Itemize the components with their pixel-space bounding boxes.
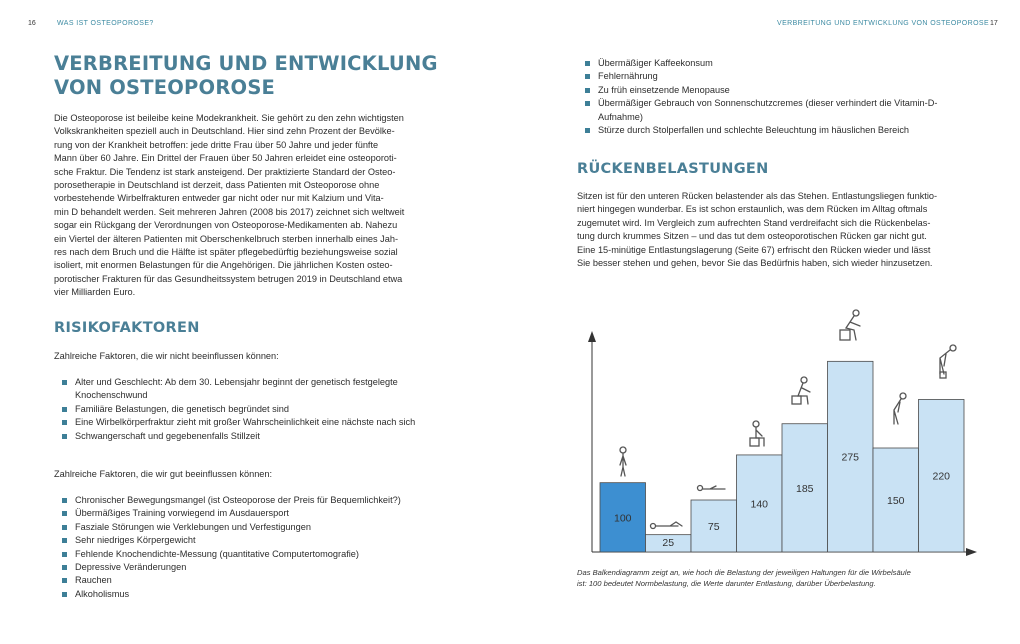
intro-line: res nach dem Bruch und die Hälfte ist später pflegebedürftig beziehungsweise sozial — [54, 247, 398, 258]
bar-value-label: 140 — [750, 498, 769, 511]
intro-line: porosetherapie in Deutschland ist derzeit, dass Patienten mit Osteoporose ohne — [54, 180, 380, 191]
section-title-rueckenbelastungen: RÜCKENBELASTUNGEN — [577, 161, 769, 177]
back-strain-bar-chart — [560, 300, 990, 565]
paragraph-line: Eine 15-minütige Entlastungslagerung (Seite 67) erfrischt den Rücken wieder und lässt — [577, 244, 931, 255]
list-item: Übermäßiger Gebrauch von Sonnenschutzcremes (dieser verhindert die Vitamin-D-Aufnahme) — [578, 97, 978, 124]
bar-value-label: 220 — [932, 470, 951, 483]
list-item: Rauchen — [55, 574, 475, 587]
list-item: Chronischer Bewegungsmangel (ist Osteoporose der Preis für Bequemlichkeit?) — [55, 494, 475, 507]
list-item: Übermäßiger Kaffeekonsum — [578, 57, 978, 70]
bar-value-label: 150 — [886, 495, 905, 507]
side-lying-figure-icon — [698, 486, 726, 491]
intro-line: ein Viertel der älteren Patienten mit Oberschenkelbruch sterben innerhalb eines Jah- — [54, 233, 399, 244]
y-axis-arrow-icon — [588, 331, 596, 342]
bar-value-label: 275 — [841, 451, 860, 464]
lying-figure-icon — [651, 522, 683, 529]
modifiable-intro: Zahlreiche Faktoren, die wir gut beeinflussen können: — [54, 469, 273, 479]
list-item: Fehlende Knochendichte-Messung (quantitative Computertomografie) — [55, 548, 475, 561]
continued-risk-list — [578, 57, 978, 137]
intro-line: isoliert, mit enormen Belastungen für die Angehörigen. Die jährlichen Kosten osteo- — [54, 260, 393, 271]
paragraph-line: Sie besser stehen und gehen, bevor Sie das Bedürfnis haben, sich wieder hinzusetzen. — [577, 258, 933, 269]
standing-figure-icon — [620, 447, 626, 476]
caption-line: ist: 100 bedeutet Normbelastung, die Werte darunter Entlastung, darüber Überbelastung. — [577, 579, 876, 588]
list-item: Übermäßiges Training vorwiegend im Ausdauersport — [55, 507, 475, 520]
paragraph-line: Sitzen ist für den unteren Rücken belastender als das Stehen. Entlastungsliegen funktio- — [577, 191, 938, 201]
list-item: Familiäre Belastungen, die genetisch begründet sind — [55, 403, 455, 416]
intro-line: Volkskrankheiten speziell auch in Deutschland. Hier sind zehn Prozent der Bevölke- — [54, 126, 395, 137]
paragraph-line: zugemutet wird. Im Vergleich zum aufrechten Stand verdreifacht sich die Rückenbelas- — [577, 217, 931, 228]
right-running-head: VERBREITUNG UND ENTWICKLUNG VON OSTEOPOROSE — [777, 20, 990, 27]
intro-line: min D behandelt werden. Seit mehreren Jahren (2008 bis 2017) zeichnet sich weltweit — [54, 206, 405, 217]
sitting-bent-figure-icon — [840, 310, 860, 340]
intro-line: Mann über 60 Jahre. Ein Drittel der Frauen über 50 Jahren erleidet eine osteoporoti- — [54, 153, 397, 164]
bar-value-label: 100 — [613, 512, 632, 525]
x-axis-arrow-icon — [966, 548, 977, 556]
nonmodifiable-list — [55, 376, 455, 443]
lifting-figure-icon — [940, 345, 956, 378]
sitting-slouched-figure-icon — [792, 377, 810, 404]
intro-line: sogar ein Rückgang der Verordnungen von Osteoporose-Medikamenten ab. Nahezu — [54, 220, 398, 231]
caption-line: Das Balkendiagramm zeigt an, wie hoch die Belastung der jeweiligen Haltungen für die Wirbelsäule — [577, 568, 911, 577]
page-title-line-1: VERBREITUNG UND ENTWICKLUNG — [54, 52, 438, 75]
list-item: Sehr niedriges Körpergewicht — [55, 534, 475, 547]
list-item: Schwangerschaft und gegebenenfalls Stillzeit — [55, 430, 455, 443]
intro-line: porotischer Frakturen für das Gesundheitssystem betrugen 2019 in Deutschland etwa — [54, 273, 403, 284]
bar-value-label: 185 — [795, 482, 814, 495]
bar-value-label: 25 — [662, 537, 675, 549]
intro-line: vier Milliarden Euro. — [54, 287, 136, 298]
intro-line: sche Fraktur. Die Tendenz ist stark ansteigend. Der praktizierte Standard der Osteo- — [54, 166, 396, 177]
nonmodifiable-intro: Zahlreiche Faktoren, die wir nicht beeinflussen können: — [54, 351, 279, 361]
paragraph-line: niert hingegen wunderbar. Es ist schon erstaunlich, was dem Rücken im Alltag oftmals — [577, 204, 928, 215]
standing-bent-figure-icon — [894, 393, 906, 424]
list-item: Fehlernährung — [578, 70, 978, 83]
page-title — [54, 52, 494, 100]
intro-line: Die Osteoporose ist beileibe keine Modekrankheit. Sie gehört zu den zehn wichtigsten — [54, 113, 404, 123]
list-item: Eine Wirbelkörperfraktur zieht mit großer Wahrscheinlichkeit eine nächste nach sich — [55, 416, 455, 429]
sitting-upright-figure-icon — [750, 421, 764, 446]
back-strain-paragraph — [577, 190, 987, 270]
bar-value-label: 75 — [707, 521, 720, 533]
list-item: Zu früh einsetzende Menopause — [578, 84, 978, 97]
intro-paragraph — [54, 112, 459, 300]
page-title-line-2: VON OSTEOPOROSE — [54, 76, 276, 99]
intro-line: vorbestehende Wirbelfrakturen entweder gar nicht oder nur mit Kalzium und Vita- — [54, 193, 384, 204]
right-page-number: 17 — [990, 20, 998, 27]
modifiable-list — [55, 494, 475, 601]
list-item: Alkoholismus — [55, 588, 475, 601]
left-running-head: WAS IST OSTEOPOROSE? — [57, 20, 154, 27]
intro-line: rung von der Krankheit betroffen: jede dritte Frau über 50 Jahre und jeder fünfte — [54, 139, 379, 150]
list-item: Depressive Veränderungen — [55, 561, 475, 574]
paragraph-line: tung durch krummes Sitzen – und das tut dem osteoporotischen Rücken gar nicht gut. — [577, 231, 927, 242]
section-title-risikofaktoren: RISIKOFAKTOREN — [54, 320, 200, 336]
list-item: Fasziale Störungen wie Verklebungen und Verfestigungen — [55, 521, 475, 534]
list-item: Alter und Geschlecht: Ab dem 30. Lebensjahr beginnt der genetisch festgelegte Knochenschwund — [55, 376, 455, 403]
left-page-number: 16 — [28, 20, 36, 27]
chart-caption — [577, 567, 997, 589]
list-item: Stürze durch Stolperfallen und schlechte Beleuchtung im häuslichen Bereich — [578, 124, 978, 137]
